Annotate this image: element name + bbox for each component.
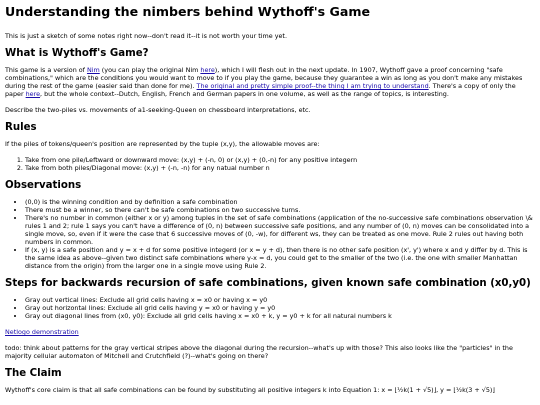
netlogo-link[interactable]: Netlogo demonstration (5, 328, 79, 336)
paper-here-link[interactable]: here (25, 90, 41, 98)
section-heading-steps: Steps for backwards recursion of safe combinations, given known safe combination (x0,y0) (5, 278, 531, 289)
observation-item: • If (x, y) is a safe position and y = x + d for some positive integerd (or x = y + d), then there is no other safe position (x', y') where x and y differ by d. This is the same idea as above--given two distinct safe combinations where y-x = d, you could get to the smaller of the two (i.e. the one with smaller Manhattan distance from the origin) from the larger one in a single move using Rule 2. (25, 246, 534, 270)
what-text-5: , but the whole context--Dutch, English, French and German papers in one volume, as well as the range of topics, is interesting. (40, 90, 449, 98)
section-heading-claim: The Claim (5, 368, 62, 379)
observations-list (5, 198, 534, 270)
what-paragraph-2: Describe the two-piles vs. movements of a1-seeking-Queen on chessboard interpretations, etc. (5, 106, 311, 114)
nim-link[interactable]: Nim (86, 66, 100, 74)
step-item: • Gray out vertical lines: Exclude all grid cells having x = x0 or having x = y0 (25, 296, 534, 304)
section-heading-what: What is Wythoff's Game? (5, 48, 149, 59)
what-paragraph (5, 66, 534, 98)
claim-text: Wythoff's core claim is that all safe combinations can be found by substituting all positive integers k into Equation 1: x = ⌊½k(1 + √5)⌋, y = ⌊½k(3 + √5)⌋ (5, 386, 495, 394)
rules-list (5, 156, 534, 172)
step-item: • Gray out diagonal lines from (x0, y0): Exclude all grid cells having x = x0 + k, y = y0 + k for all natural numbers k (25, 312, 534, 320)
rule-item: 2. Take from both piles/Diagonal move: (x,y) + (-n, -n) for any natual number n (25, 164, 534, 172)
intro-text: This is just a sketch of some notes right now--don't read it--it is not worth your time yet. (5, 32, 287, 40)
nim-here-link[interactable]: here (200, 66, 215, 74)
section-heading-observations: Observations (5, 180, 82, 191)
observation-item: • There must be a winner, so there can't be safe combinations on two successive turns. (25, 206, 534, 214)
rules-intro: If the piles of tokens/queen's position are represented by the tuple (x,y), the allowable moves are: (5, 140, 320, 148)
netlogo-paragraph (5, 328, 534, 336)
observation-item: • (0,0) is the winning condition and by definition a safe combination (25, 198, 534, 206)
what-text-4: . There's a copy of only the paper (5, 82, 516, 98)
step-item: • Gray out horizontal lines: Exclude all grid cells having y = x0 or having y = y0 (25, 304, 534, 312)
observation-item: • There's no number in common (either x or y) among tuples in the set of safe combinations (application of the no-successive safe combinations observation \& rules 1 and 2; rule 1 says you can't have a difference of (0, n) between successive safe positions, and any number of (0, n) moves can be consolidated into a single move, so, even if it were the case that 6 successive moves of (0, -w), for different ws, they can be treated as one move. Rule 2 rules out having both numbers in common. (25, 214, 534, 246)
section-heading-rules: Rules (5, 122, 37, 133)
what-text-3: ), which I will flesh out in the next update. In 1907, Wythoff gave a proof concerning "safe combinations," which are the conditions you would want to move to if you play the game, because they guarantee a win as long as you don't make any mistakes during the rest of the game (easier said than done for me). (5, 66, 523, 90)
steps-list (5, 296, 534, 320)
what-text-1: This game is a version of (5, 66, 87, 74)
rule-item: 1. Take from one pile/Leftward or downward move: (x,y) + (-n, 0) or (x,y) + (0,-n) for any positive integern (25, 156, 534, 164)
original-proof-link[interactable]: The original and pretty simple proof--the thing I am trying to understand (196, 82, 429, 90)
what-text-2: (you can play the original Nim (99, 66, 201, 74)
todo-text: todo: think about patterns for the gray vertical stripes above the diagonal during the recursion--what's up with those? This also looks like the "particles" in the majority cellular automaton of Mitchell and Crutchfield (?)--what's going on there? (5, 344, 513, 360)
page-title: Understanding the nimbers behind Wythoff's Game (5, 4, 370, 19)
